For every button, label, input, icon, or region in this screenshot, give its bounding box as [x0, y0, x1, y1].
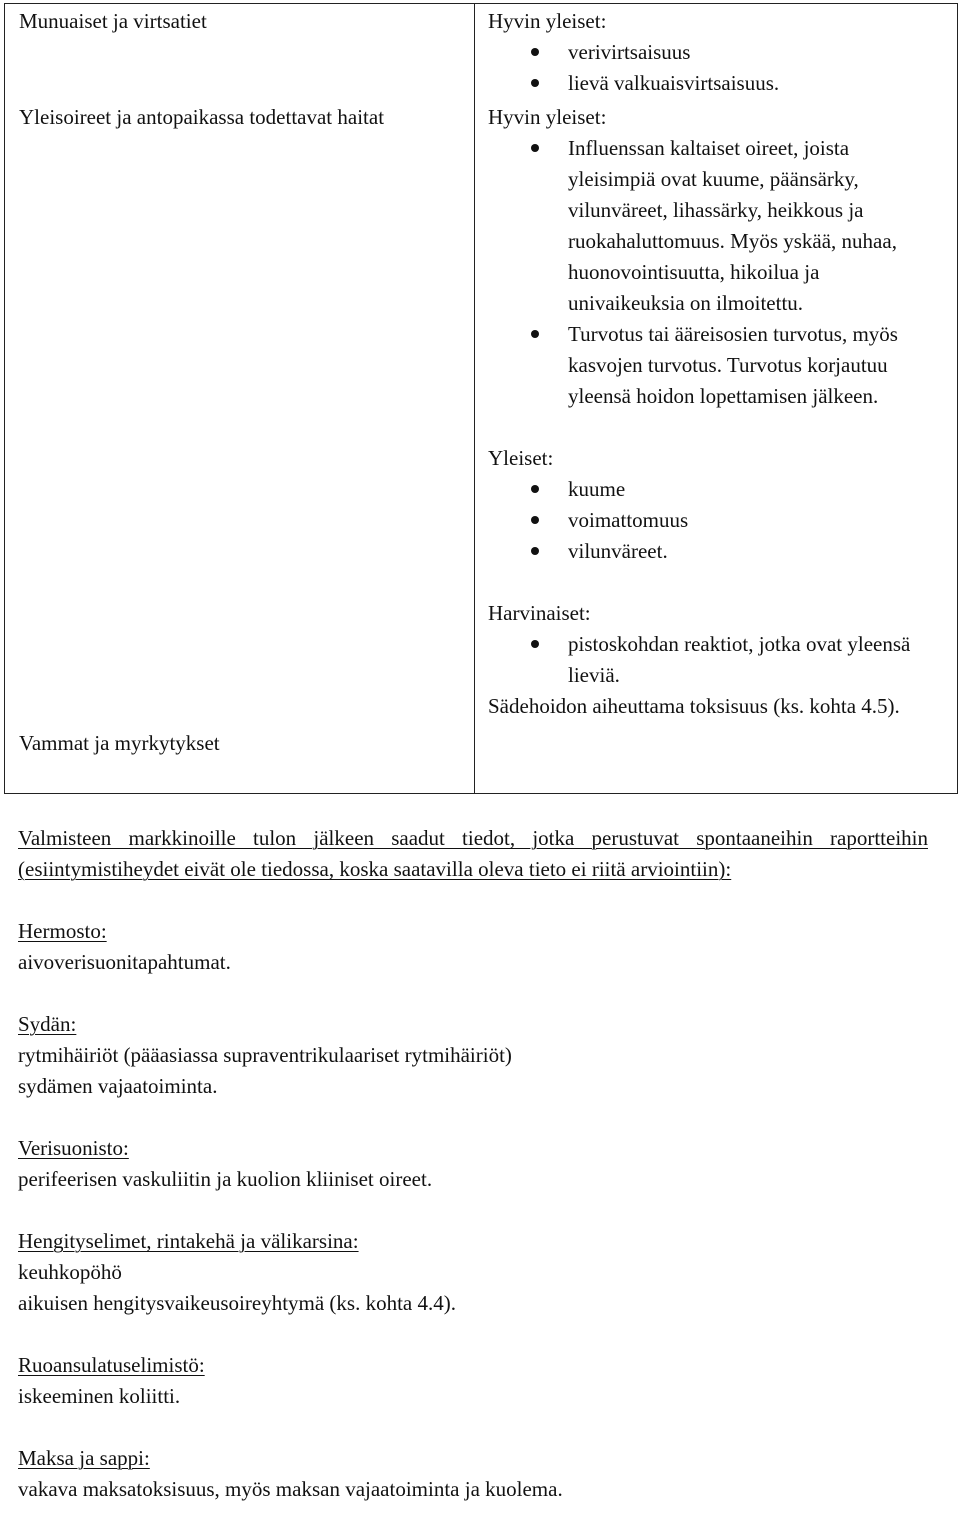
- list-item: verivirtsaisuus: [488, 37, 933, 68]
- effect-list: [488, 474, 933, 567]
- effect-list: [488, 629, 933, 691]
- list-item: kuume: [488, 474, 933, 505]
- section-line: perifeerisen vaskuliitin ja kuolion kliiniset oireet.: [18, 1167, 433, 1191]
- list-item: Turvotus tai ääreisosien turvotus, myös kasvojen turvotus. Turvotus korjautuu yleensä hoidon lopettamisen jälkeen.: [488, 319, 933, 412]
- section-line: keuhkopöhö: [18, 1260, 122, 1284]
- section-heading-hepatobiliary: Maksa ja sappi:: [18, 1446, 150, 1470]
- frequency-heading: Hyvin yleiset:: [488, 9, 607, 33]
- kidney-effects: [488, 6, 933, 99]
- adverse-effects-table: [4, 3, 958, 794]
- section-line: vakava maksatoksisuus, myös maksan vajaatoiminta ja kuolema.: [18, 1477, 563, 1501]
- section-line: aivoverisuonitapahtumat.: [18, 950, 231, 974]
- list-item: Influenssan kaltaiset oireet, joista yleisimpiä ovat kuume, päänsärky, vilunväreet, lihassärky, heikkous ja ruokahaluttomuus. Myös yskää, nuhaa, huonovointisuutta, hikoilua ja univaikeuksia on ilmoitettu.: [488, 133, 933, 319]
- section-heading-nervous: Hermosto:: [18, 919, 107, 943]
- table-body: [5, 4, 958, 794]
- post-marketing-section: [18, 823, 928, 1505]
- section-line: rytmihäiriöt (pääasiassa supraventrikulaariset rytmihäiriöt): [18, 1043, 512, 1067]
- general-effects: [488, 102, 933, 722]
- post-marketing-intro: Valmisteen markkinoille tulon jälkeen saadut tiedot, jotka perustuvat spontaaneihin raportteihin (esiintymistiheydet eivät ole tiedossa, koska saatavilla oleva tieto ei riitä arviointiin):: [18, 826, 928, 881]
- radiation-toxicity-text: Sädehoidon aiheuttama toksisuus (ks. kohta 4.5).: [488, 694, 900, 718]
- frequency-heading: Yleiset:: [488, 446, 554, 470]
- effects-column: [475, 4, 958, 794]
- organ-label-general: Yleisoireet ja antopaikassa todettavat haitat: [19, 105, 385, 129]
- section-heading-respiratory: Hengityselimet, rintakehä ja välikarsina:: [18, 1229, 359, 1253]
- frequency-heading: Harvinaiset:: [488, 601, 591, 625]
- section-line: iskeeminen koliitti.: [18, 1384, 181, 1408]
- list-item: vilunväreet.: [488, 536, 933, 567]
- section-heading-gastrointestinal: Ruoansulatuselimistö:: [18, 1353, 205, 1377]
- list-item: pistoskohdan reaktiot, jotka ovat yleensä lieviä.: [488, 629, 933, 691]
- section-heading-heart: Sydän:: [18, 1012, 77, 1036]
- list-item: voimattomuus: [488, 505, 933, 536]
- section-line: aikuisen hengitysvaikeusoireyhtymä (ks. kohta 4.4).: [18, 1291, 456, 1315]
- section-heading-vascular: Verisuonisto:: [18, 1136, 129, 1160]
- organ-label-kidney: Munuaiset ja virtsatiet: [19, 9, 207, 33]
- frequency-heading: Hyvin yleiset:: [488, 105, 607, 129]
- organ-column: [5, 4, 475, 794]
- list-item: lievä valkuaisvirtsaisuus.: [488, 68, 933, 99]
- effect-list: [488, 37, 933, 99]
- section-line: sydämen vajaatoiminta.: [18, 1074, 218, 1098]
- effect-list: [488, 133, 933, 412]
- organ-label-injury: Vammat ja myrkytykset: [19, 731, 220, 755]
